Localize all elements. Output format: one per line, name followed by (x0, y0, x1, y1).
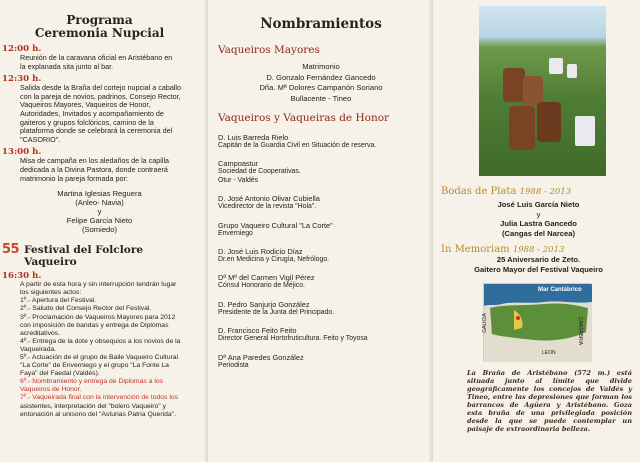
appointments-panel (208, 0, 430, 462)
cow-shape (503, 68, 525, 102)
act-line: 6º.- Nombramiento y entrega de Diplomas a los (20, 378, 164, 386)
honoree-role: Vicedirector de la revista "Hola". (218, 203, 317, 211)
festival-number: 55 (2, 242, 20, 258)
acts-list (2, 297, 197, 418)
honoree-entry (218, 247, 424, 264)
event-text-line: matrimonio la pareja formada por: (20, 173, 128, 183)
act-line: 2º.- Saludo del Consejo Rector del Festival. (20, 305, 152, 313)
bodas-heading (441, 186, 636, 197)
act-line: Vaqueirada. (20, 345, 57, 353)
groom-name: Felipe García Nieto (66, 216, 133, 226)
person-shape (567, 64, 577, 78)
festival-intro (2, 281, 197, 297)
events-list (2, 44, 197, 183)
act-line: 1º.- Apertura del Festival. (20, 297, 97, 305)
honoree-name: Dª Ana Paredes González (218, 352, 304, 362)
honoree-name: Dª Mª del Carmen Vigil Pérez (218, 273, 315, 283)
honoree-role: Periodista (218, 361, 249, 369)
matrimonio-label: Matrimonio (302, 62, 340, 71)
honoree-name: D. José Antonio Olivar Cubiella (218, 194, 320, 204)
honoree-name: D. Pedro Sanjurjo González (218, 299, 310, 309)
program-title: Programa (66, 13, 133, 27)
act-line: entonación al unisono del "Asturias Patria Querida". (20, 410, 176, 418)
map-graphic (481, 284, 592, 362)
event-time: 12:30 h. (2, 74, 42, 85)
honoree-name: D. Francisco Feito Feito (218, 326, 297, 336)
honoree-entry (218, 300, 424, 317)
memoriam-line: Gaitero Mayor del Festival Vaqueiro (474, 264, 603, 274)
honoree-entry (218, 353, 424, 370)
act-line: 7º.- Vaqueirada final con la intervención de todos los (20, 394, 179, 402)
honoree-role: Dr.en Medicina y Cirugía, Nefrólogo. (218, 256, 330, 264)
map-caption: La Braña de Aristébano (572 m.) está situada junto al límite que divide geográficamente los concejos de Valdés y Tineo, entre las depresiones que forman los barrancos de Agüera y Aristébano. Goza esta braña de una privilegiada posición desde la que se puede contemplar un paisaje de extraordinaria belleza. (467, 368, 632, 433)
act-line: 3º.- Proclamación de Vaqueiros Mayores para 2012 (20, 313, 176, 321)
act-line: acreditativos. (20, 329, 61, 337)
honoree-name: Grupo Vaqueiro Cultural "La Corte" (218, 220, 333, 230)
cattle-photo (479, 6, 606, 176)
honoree-name: D. José Luis Rodicio Díaz (218, 247, 303, 257)
act-line: asistentes, interpretación del "bolero Vaqueiro" y (20, 402, 167, 410)
bodas-and: y (536, 209, 541, 219)
person-shape (575, 116, 595, 146)
event-text-line: "CASORIO". (20, 134, 61, 144)
event-text-line: Vaqueiros Mayores, Vaqueiros de Honor, (20, 100, 151, 110)
bride-name: Martina Iglesias Reguera (57, 189, 142, 199)
event-text-line: gaiteros y grupos folclóricos, camino de la (20, 117, 154, 127)
honoree-role: Capitán de la Guardia Civil en Situación de reserva. (218, 142, 377, 149)
honor-title: Vaqueiros y Vaqueiras de Honor (218, 112, 390, 124)
event-text-line: la explanada sita junto al bar. (20, 61, 114, 71)
honoree-role: Presidente de la Junta del Principado. (218, 308, 335, 316)
honoree-name: Campoastur (218, 159, 259, 169)
mayores-title: Vaqueiros Mayores (218, 44, 320, 56)
event-text-line: Autoridades, Invitados y acompañamiento de (20, 108, 164, 118)
mayor-name: D. Gonzalo Fernández Gancedo (266, 72, 376, 82)
person-shape (549, 58, 563, 74)
map-sea-label: Mar Cantábrico (538, 286, 582, 293)
honoree-role: Otur - Valdés (218, 176, 259, 184)
event-text-line: Salida desde la Braña del cortejo nupcial a caballo (20, 83, 182, 93)
groom-origin: (Somiedo) (81, 225, 118, 235)
honoree-role: Director General Hortofruticultura. Feito y Toyosa (218, 335, 368, 343)
honoree-role: Sociedad de Cooperativas. (218, 168, 301, 176)
program-panel (0, 0, 205, 462)
bodas-name: José Luis García Nieto (497, 200, 580, 209)
act-line: 5º.- Actuación de el grupo de Baile Vaqueiro Cultural (20, 353, 179, 361)
honoree-name: D. Luis Barreda Rielo (218, 133, 289, 142)
act-line: 4º.- Entrega de la dote y obsequios a los novios de la (20, 337, 181, 345)
intro-line: A partir de esta hora y sin interrupción tendrán lugar (20, 281, 177, 289)
map-galicia-label: GALICIA (481, 312, 488, 333)
mayor-place: Bullacente - Tineo (290, 93, 352, 103)
act-line: Vaqueiros de Honor. (20, 386, 82, 394)
honorees-list (218, 133, 424, 370)
map-cantabria-label: CANTABRIA (577, 316, 584, 345)
act-line: Faya" del Faedal (Valdés). (20, 370, 100, 378)
festival-time: 16:30 h. (2, 271, 42, 282)
memoriam-years: 1988 - 2013 (512, 245, 565, 256)
honoree-entry (218, 326, 424, 343)
memoriam-title: In Memoriam (441, 244, 510, 256)
event-text-line: con la pareja de novios, padrinos, Consejo Rector, (20, 91, 181, 101)
festival-heading (2, 242, 197, 268)
cow-shape (509, 106, 535, 150)
bodas-name: Julia Lastra Gancedo (500, 219, 577, 229)
festival-title: Festival del Folclore Vaqueiro (24, 244, 144, 269)
act-line: "La Corte" de Enverniego y el grupo "La Fonte La (20, 362, 169, 370)
bodas-title: Bodas de Plata (441, 186, 517, 197)
mayor-name: Dña. Mª Dolores Campanón Soriano (259, 83, 383, 92)
event-text-line: dedicada a la Divina Pastora, donde contraerá (20, 164, 168, 174)
honoree-role: Cónsul Honorario de Méjico. (218, 282, 305, 290)
bodas-years: 1988 - 2013 (519, 187, 572, 197)
honoree-entry (218, 133, 424, 150)
honoree-role: Enverniego (218, 229, 253, 237)
event-text-line: Reunión de la caravana oficial en Aristébano en (20, 53, 173, 62)
map-leon-label: LEON (542, 349, 556, 356)
memorial-panel (433, 0, 640, 462)
cow-shape (537, 102, 561, 142)
asturias-map (483, 283, 591, 361)
event-text-line: plataforma donde se celebrará la ceremonia del (20, 126, 173, 136)
event-text-line: Misa de campaña en los aledaños de la capilla (20, 156, 170, 166)
memoriam-heading (441, 244, 636, 255)
event-time: 12:00 h. (2, 44, 42, 54)
event-time: 13:00 h. (2, 147, 42, 158)
bodas-place: (Cangas del Narcea) (501, 228, 575, 238)
honoree-entry (218, 273, 424, 290)
and-text: y (97, 207, 102, 217)
memoriam-line: 25 Aniversario de Zeto. (496, 255, 581, 265)
act-line: con imposición de bandas y entrega de Diplomas (20, 321, 169, 329)
appointments-title: Nombramientos (260, 16, 382, 32)
honoree-entry (218, 221, 424, 238)
bride-origin: (Anleo- Navia) (75, 198, 124, 208)
program-subtitle: Ceremonia Nupcial (34, 26, 165, 40)
intro-line: los siguientes actos: (20, 289, 82, 297)
honoree-entry (218, 159, 424, 185)
honoree-entry (218, 194, 424, 211)
